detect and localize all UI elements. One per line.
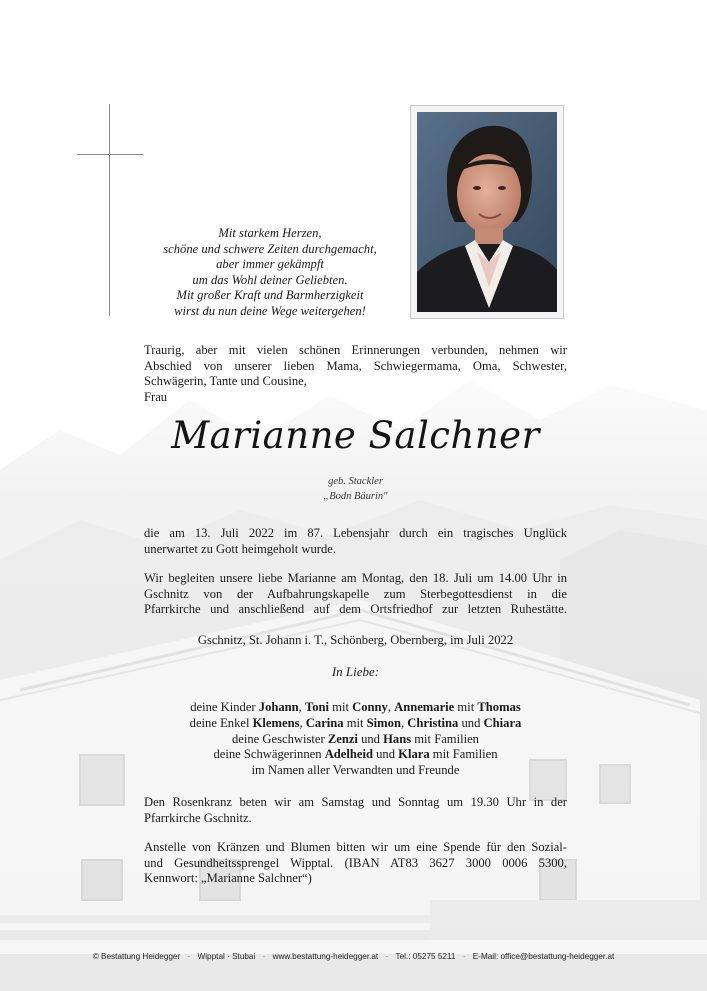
intro-line: Abschied von unserer lieben Mama, Schwiegermama, Oma, Schwester, [144,358,567,373]
poem-line: schöne und schwere Zeiten durchgemacht, [163,241,377,256]
portrait-photo [417,112,557,312]
in-liebe-heading: In Liebe: [331,664,380,679]
cross-vertical [109,104,110,316]
footer-website[interactable]: www.bestattung-heidegger.at [272,952,379,961]
rosary-paragraph [144,795,567,826]
relatives-all: im Namen aller Verwandten und Freunde [251,763,460,778]
death-notice-line: die am 13. Juli 2022 im 87. Lebensjahr durch ein tragisches Unglück [144,526,567,540]
death-notice-line: unerwartet zu Gott heimgeholt wurde. [144,541,336,556]
relatives-siblings: deine Geschwister Zenzi und Hans mit Familien [232,731,479,746]
poem-line: Mit großer Kraft und Barmherzigkeit [176,288,364,303]
relatives-children: deine Kinder Johann, Toni mit Conny, Annemarie mit Thomas [190,700,521,714]
birth-name: geb. Stackler [328,476,383,487]
relatives-grandchildren: deine Enkel Klemens, Carina mit Simon, Christina und Chiara [189,715,522,730]
poem [140,226,400,320]
donation-line: Kennwort: „Marianne Salchner“) [144,871,312,886]
poem-line: aber immer gekämpft [216,257,324,272]
footer [0,952,707,972]
poem-line: um das Wohl deiner Geliebten. [192,272,348,287]
intro-line: Traurig, aber mit vielen schönen Erinnerungen verbunden, nehmen wir [144,343,567,357]
intro-line: Schwägerin, Tante und Cousine, [144,374,307,389]
poem-line: wirst du nun deine Wege weitergehen! [174,303,366,318]
deceased-name: Marianne Salchner [171,414,540,457]
death-notice-paragraph [144,526,567,557]
footer-separator: · [462,952,466,961]
cross-horizontal [77,154,143,155]
rosary-line: Den Rosenkranz beten wir am Samstag und Sonntag um 19.30 Uhr in der [144,795,567,809]
footer-email[interactable]: E-Mail: office@bestattung-heidegger.at [472,952,615,961]
funeral-paragraph [144,571,567,618]
funeral-line: Wir begleiten unsere liebe Marianne am Montag, den 18. Juli um 14.00 Uhr in [144,571,567,585]
footer-separator: · [262,952,266,961]
place-date: Gschnitz, St. Johann i. T., Schönberg, Obernberg, im Juli 2022 [197,633,514,647]
footer-company: © Bestattung Heidegger [92,952,181,961]
relatives-sisters-in-law: deine Schwägerinnen Adelheid und Klara mit Familien [213,747,498,762]
footer-region: Wipptal · Stubai [197,952,256,961]
footer-separator: · [385,952,389,961]
funeral-line: Gschnitz von der Aufbahrungskapelle zum Sterbegottesdienst in die [144,586,567,601]
donation-line: und Gesundheitssprengel Wipptal. (IBAN AT83 3627 3000 0006 5300, [144,855,567,870]
portrait-frame [410,105,564,319]
poem-line: Mit starkem Herzen, [218,226,322,240]
relatives-list [144,700,567,779]
intro-paragraph [144,343,567,405]
donation-line: Anstelle von Kränzen und Blumen bitten wir um eine Spende für den Sozial- [144,840,567,854]
nickname: „Bodn Bäurin" [323,491,388,502]
intro-line: Frau [144,389,168,404]
footer-separator: · [187,952,191,961]
rosary-line: Pfarrkirche Gschnitz. [144,810,252,825]
footer-phone: Tel.: 05275 5211 [395,952,456,961]
donation-paragraph [144,840,567,887]
funeral-line: Pfarrkirche und anschließend auf dem Ortsfriedhof zur letzten Ruhestätte. [144,602,567,617]
